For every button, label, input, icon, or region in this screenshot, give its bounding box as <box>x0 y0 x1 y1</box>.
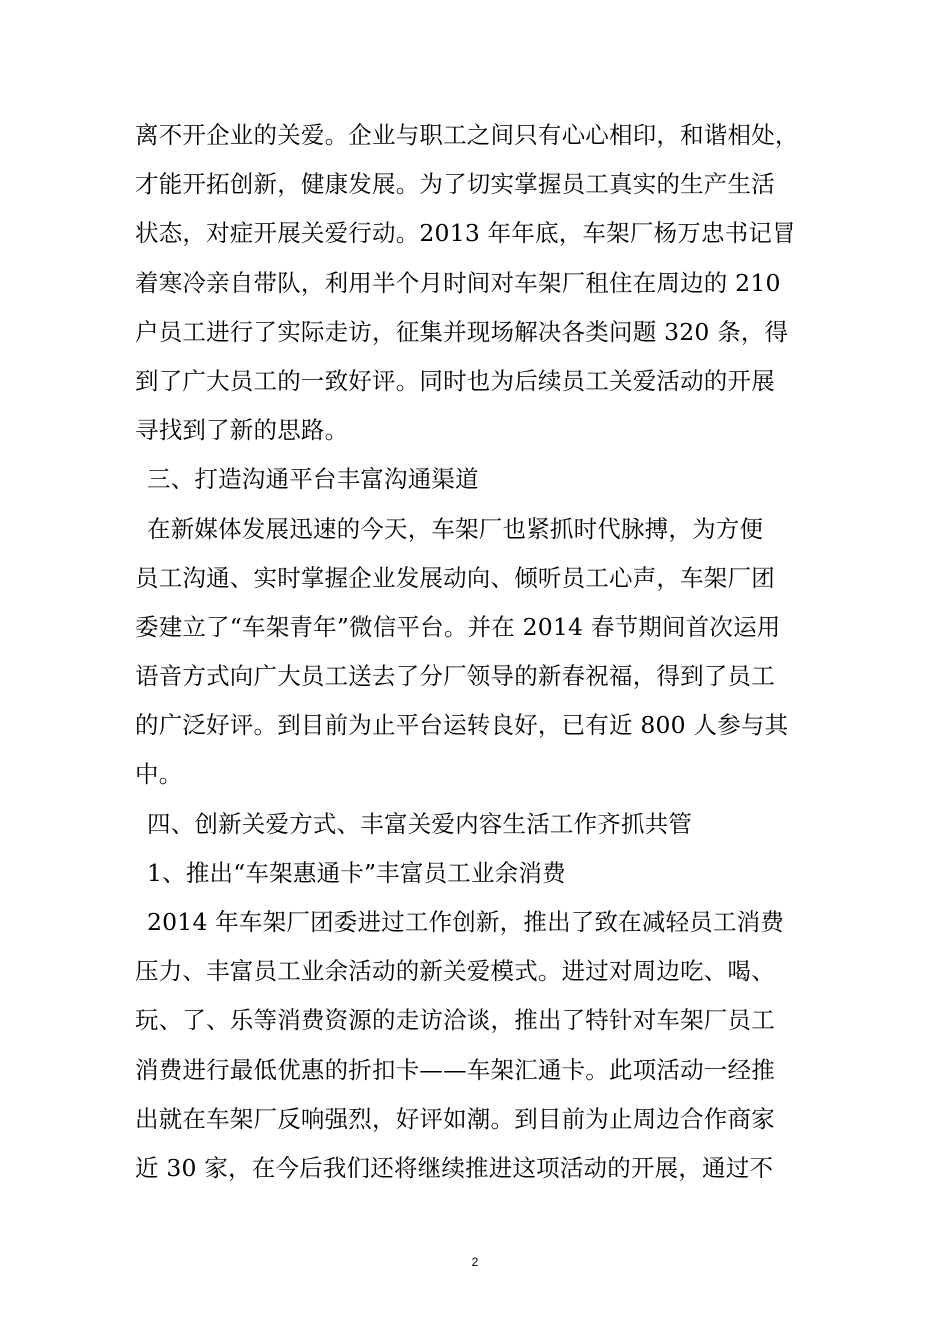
text-line: 离不开企业的关爱。企业与职工之间只有心心相印，和谐相处， <box>135 121 799 149</box>
text-line: 才能开拓创新，健康发展。为了切实掌握员工真实的生产生活 <box>135 170 775 199</box>
page-number: 2 <box>471 1255 479 1269</box>
text-line: 状态，对症开展关爱行动。2013 年年底，车架厂杨万忠书记冒 <box>135 219 796 248</box>
text-line: 压力、丰富员工业余活动的新关爱模式。进过对周边吃、喝、 <box>135 957 775 986</box>
text-line: 在新媒体发展迅速的今天，车架厂也紧抓时代脉搏，为方便 <box>147 514 764 543</box>
text-line: 中。 <box>135 760 183 789</box>
text-line: 玩、了、乐等消费资源的走访洽谈，推出了特针对车架厂员工 <box>135 1006 775 1035</box>
text-line: 语音方式向广大员工送去了分厂领导的新春祝福，得到了员工 <box>135 662 775 691</box>
text-line: 消费进行最低优惠的折扣卡——车架汇通卡。此项活动一经推 <box>135 1055 775 1084</box>
subsection-heading: 1、推出“车架惠通卡”丰富员工业余消费 <box>147 858 566 887</box>
text-line: 到了广大员工的一致好评。同时也为后续员工关爱活动的开展 <box>135 366 775 395</box>
text-line: 近 30 家，在今后我们还将继续推进这项活动的开展，通过不 <box>135 1153 774 1182</box>
text-line: 出就在车架厂反响强烈，好评如潮。到目前为止周边合作商家 <box>135 1104 775 1133</box>
body-text <box>135 111 835 1193</box>
text-line: 2014 年车架厂团委进过工作创新，推出了致在减轻员工消费 <box>147 908 785 936</box>
section-heading: 三、打造沟通平台丰富沟通渠道 <box>147 465 479 494</box>
text-line: 着寒冷亲自带队，利用半个月时间对车架厂租住在周边的 210 <box>135 268 781 297</box>
text-line: 的广泛好评。到目前为止平台运转良好，已有近 800 人参与其 <box>135 711 789 740</box>
text-line: 员工沟通、实时掌握企业发展动向、倾听员工心声，车架厂团 <box>135 563 775 592</box>
text-line: 户员工进行了实际走访，征集并现场解决各类问题 320 条，得 <box>135 317 789 346</box>
text-line: 委建立了“车架青年”微信平台。并在 2014 春节期间首次运用 <box>135 612 781 641</box>
section-heading: 四、创新关爱方式、丰富关爱内容生活工作齐抓共管 <box>147 809 693 838</box>
text-line: 寻找到了新的思路。 <box>135 416 349 445</box>
